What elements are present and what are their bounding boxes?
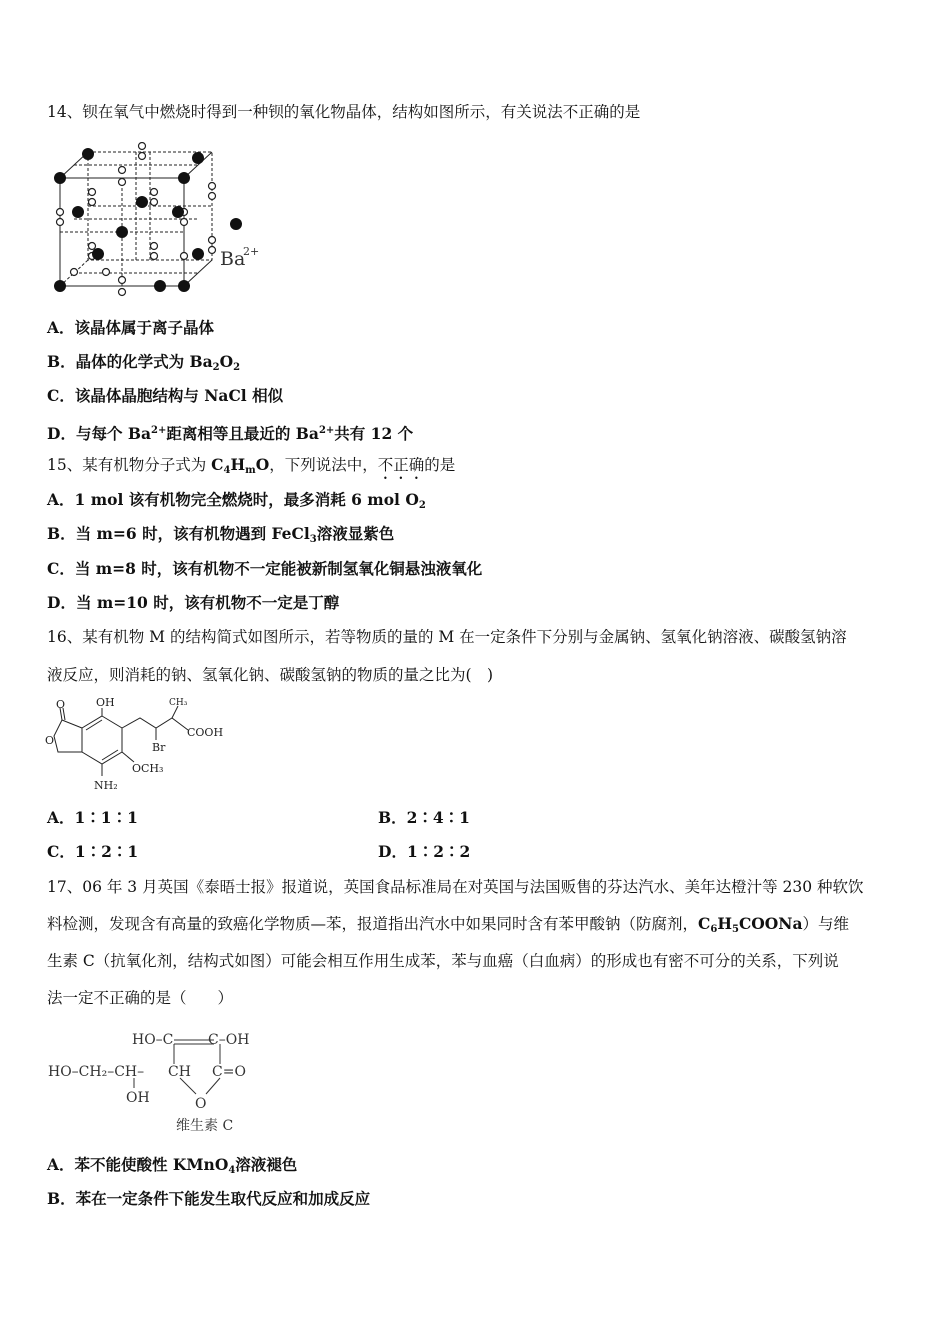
q16-structure-figure	[44, 696, 244, 796]
svg-text:HO–CH₂–CH–: HO–CH₂–CH–	[48, 1064, 145, 1080]
svg-text:NH₂: NH₂	[94, 779, 118, 792]
svg-text:Br: Br	[152, 741, 166, 754]
q17-stem-line2: 料检测，发现含有高量的致癌化学物质—苯，报道指出汽水中如果同时含有苯甲酸钠（防腐剂，$C_6H_5COONa$）与维	[47, 914, 850, 935]
svg-text:CH₃: CH₃	[169, 698, 188, 708]
q15-option-d: D．当 m=10 时，该有机物不一定是丁醇	[47, 593, 340, 612]
q16-option-a: A．1∶1∶1	[47, 808, 138, 827]
svg-text:OH: OH	[126, 1090, 150, 1106]
legend-ba-dot	[230, 218, 242, 230]
q14-option-b-text: B．晶体的化学式为	[47, 352, 185, 371]
svg-text:O: O	[45, 734, 55, 747]
q16-option-d: D．1∶2∶2	[378, 842, 471, 861]
svg-text:O: O	[195, 1096, 207, 1112]
q14-option-d: D．与每个 $Ba^{2+}$距离相等且最近的 $Ba^{2+}$共有 12 个	[47, 424, 414, 443]
svg-text:OH: OH	[96, 696, 115, 709]
svg-text:C=O: C=O	[212, 1064, 246, 1080]
q16-option-c: C．1∶2∶1	[47, 842, 139, 861]
svg-text:HO–C: HO–C	[132, 1032, 174, 1048]
q17-option-a: A．苯不能使酸性 KMnO$_4$溶液褪色	[47, 1155, 298, 1176]
q14-option-c: C．该晶体晶胞结构与 NaCl 相似	[47, 386, 284, 405]
svg-text:O: O	[56, 698, 66, 711]
q17-option-b: B．苯在一定条件下能发生取代反应和加成反应	[47, 1189, 371, 1208]
q16-option-b: B．2∶4∶1	[378, 808, 470, 827]
q16-stem-line1: 16、某有机物 M 的结构简式如图所示，若等物质的量的 M 在一定条件下分别与金属钠、氢氧化钠溶液、碳酸氢钠溶	[47, 628, 847, 646]
q14-crystal-figure	[50, 142, 270, 298]
svg-text:维生素 C: 维生素 C	[176, 1118, 234, 1134]
q15-option-c: C．当 m=8 时，该有机物不一定能被新制氢氧化铜悬浊液氧化	[47, 559, 483, 578]
q17-stem-line1: 17、06 年 3 月英国《泰晤士报》报道说，英国食品标准局在对英国与法国贩售的芬达汽水、美年达橙汁等 230 种软饮	[47, 878, 864, 896]
q14-option-a: A．该晶体属于离子晶体	[47, 318, 215, 337]
q17-stem-line3: 生素 C（抗氧化剂，结构式如图）可能会相互作用生成苯，苯与血癌（白血病）的形成也有密不可分的关系，下列说	[47, 952, 839, 970]
svg-text:CH: CH	[168, 1064, 191, 1080]
q15-stem: 15、某有机物分子式为 $C_4H_mO$，下列说法中，不正确的是	[47, 455, 456, 476]
q14-stem: 14、钡在氧气中燃烧时得到一种钡的氧化物晶体，结构如图所示，有关说法不正确的是	[47, 103, 641, 121]
q17-vitamin-c-figure	[44, 1026, 274, 1138]
q15-option-b: B．当 m=6 时，该有机物遇到 FeCl$_3$溶液显紫色	[47, 524, 395, 545]
svg-text:C–OH: C–OH	[208, 1032, 250, 1048]
q15-emphasis: 不正确	[377, 456, 425, 474]
q15-option-a: A．1 mol 该有机物完全燃烧时，最多消耗 6 mol $O_2$	[47, 490, 426, 511]
q16-stem-line2: 液反应，则消耗的钠、氢氧化钠、碳酸氢钠的物质的量之比为( )	[47, 666, 494, 684]
q17-stem-line4: 法一定不正确的是（ ）	[47, 989, 234, 1007]
svg-text:OCH₃: OCH₃	[132, 762, 164, 775]
q14-option-b: B．晶体的化学式为 $Ba_2O_2$	[47, 352, 241, 373]
legend-ba-charge: 2+	[243, 245, 260, 258]
legend-ba-label: Ba	[220, 248, 246, 270]
svg-text:COOH: COOH	[187, 726, 224, 739]
